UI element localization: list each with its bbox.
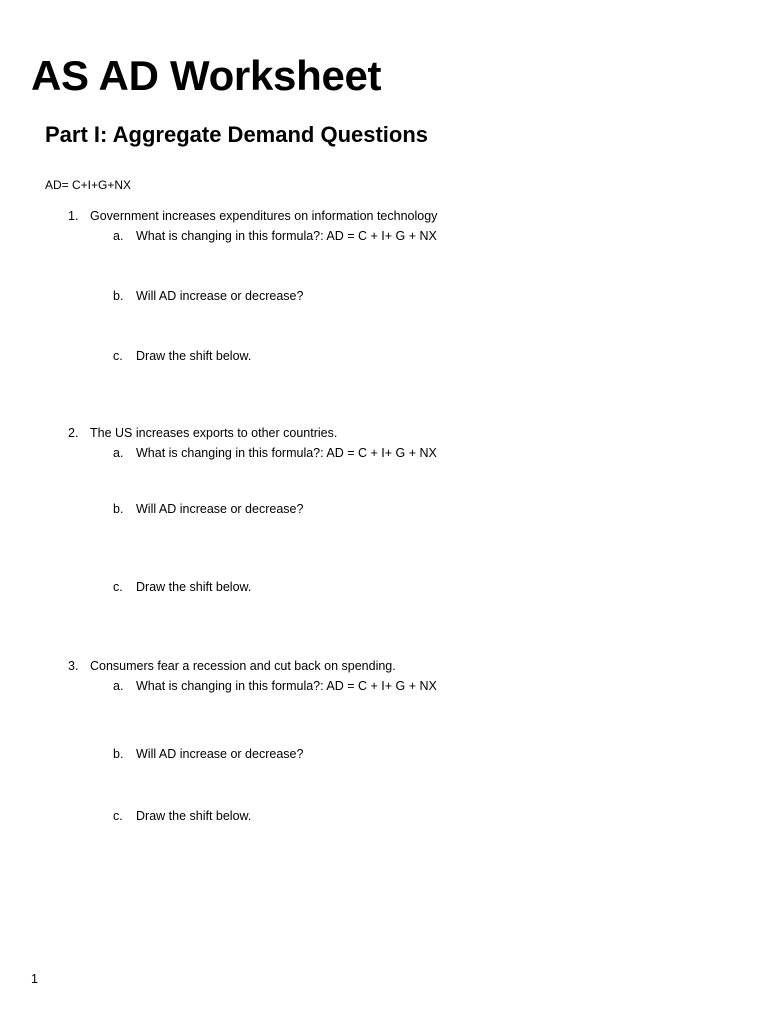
page-number: 1 [31, 972, 38, 986]
sub-letter: c. [113, 349, 123, 363]
question-3 [68, 659, 396, 673]
sub-letter: c. [113, 809, 123, 823]
sub-text: Draw the shift below. [136, 809, 252, 823]
sub-letter: a. [113, 229, 124, 243]
question-2-part-b [113, 502, 303, 516]
question-2-part-a [113, 446, 437, 460]
formula-text: AD= C+I+G+NX [45, 178, 132, 192]
question-1-part-c [113, 349, 251, 363]
sub-letter: b. [113, 289, 124, 303]
sub-letter: b. [113, 502, 124, 516]
sub-text: Will AD increase or decrease? [136, 289, 304, 303]
section-heading: Part I: Aggregate Demand Questions [45, 122, 429, 147]
sub-text: What is changing in this formula?: AD = C + I+ G + NX [136, 229, 437, 243]
page-title: AS AD Worksheet [31, 52, 382, 99]
question-2-part-c [113, 580, 251, 594]
sub-text: Draw the shift below. [136, 580, 252, 594]
question-3-part-b [113, 747, 303, 761]
question-1-part-b [113, 289, 303, 303]
question-number: 2. [68, 426, 79, 440]
question-3-part-a [113, 679, 437, 693]
sub-letter: b. [113, 747, 124, 761]
question-number: 3. [68, 659, 79, 673]
question-text: Consumers fear a recession and cut back on spending. [90, 659, 396, 673]
sub-text: Will AD increase or decrease? [136, 747, 304, 761]
sub-text: Draw the shift below. [136, 349, 252, 363]
question-1-part-a [113, 229, 437, 243]
question-number: 1. [68, 209, 79, 223]
question-text: The US increases exports to other countries. [90, 426, 338, 440]
question-1 [68, 209, 437, 223]
question-2 [68, 426, 337, 440]
sub-text: What is changing in this formula?: AD = C + I+ G + NX [136, 446, 437, 460]
sub-letter: a. [113, 679, 124, 693]
sub-letter: c. [113, 580, 123, 594]
sub-text: What is changing in this formula?: AD = C + I+ G + NX [136, 679, 437, 693]
question-text: Government increases expenditures on information technology [90, 209, 438, 223]
question-3-part-c [113, 809, 251, 823]
sub-letter: a. [113, 446, 124, 460]
sub-text: Will AD increase or decrease? [136, 502, 304, 516]
